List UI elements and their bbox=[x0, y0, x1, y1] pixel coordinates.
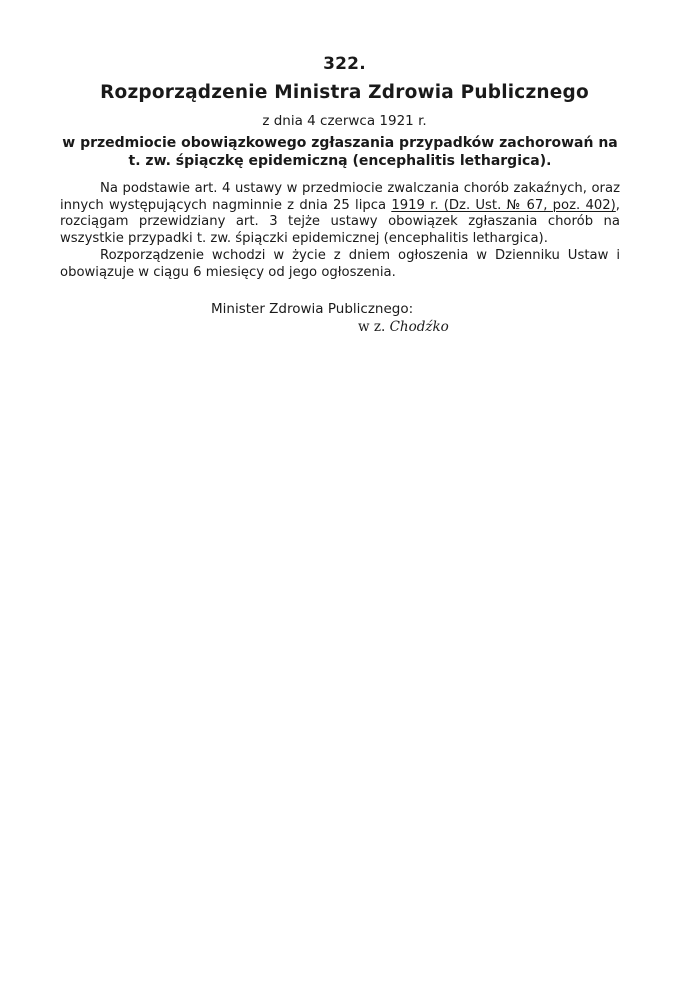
signature-prefix: w z. bbox=[358, 319, 386, 335]
paragraph-2: Rozporządzenie wchodzi w życie z dniem ogłoszenia w Dzienniku Ustaw i obowiązuje w ciągu 6 miesięcy od jego ogłoszenia. bbox=[60, 247, 620, 280]
regulation-date: z dnia 4 czerwca 1921 r. bbox=[262, 113, 427, 129]
signature bbox=[358, 319, 449, 335]
signature-name: Chodźko bbox=[389, 319, 449, 335]
paragraph-1 bbox=[60, 181, 620, 248]
regulation-body bbox=[60, 181, 620, 281]
paragraph-1-text-end: , rozciągam przewidziany art. 3 tejże ustawy obowiązek zgłaszania chorób na wszystkie przypadki t. zw. śpiączki epidemicznej (encephalitis lethargica). bbox=[60, 197, 620, 247]
regulation-title: Rozporządzenie Ministra Zdrowia Publicznego bbox=[100, 82, 589, 103]
signature-title: Minister Zdrowia Publicznego: bbox=[211, 301, 414, 317]
regulation-number: 322. bbox=[323, 54, 366, 74]
paragraph-1-text-start: Na podstawie art. 4 ustawy w przedmiocie zwalczania chorób zakaźnych, oraz innych występujących nagminnie z dnia 25 lipca bbox=[60, 181, 620, 213]
paragraph-1-citation: 1919 r. (Dz. Ust. № 67, poz. 402) bbox=[391, 197, 616, 213]
regulation-subject: w przedmiocie obowiązkowego zgłaszania przypadków zachorowań na t. zw. śpiączkę epidemiczną (encephalitis lethargica). bbox=[62, 135, 618, 169]
